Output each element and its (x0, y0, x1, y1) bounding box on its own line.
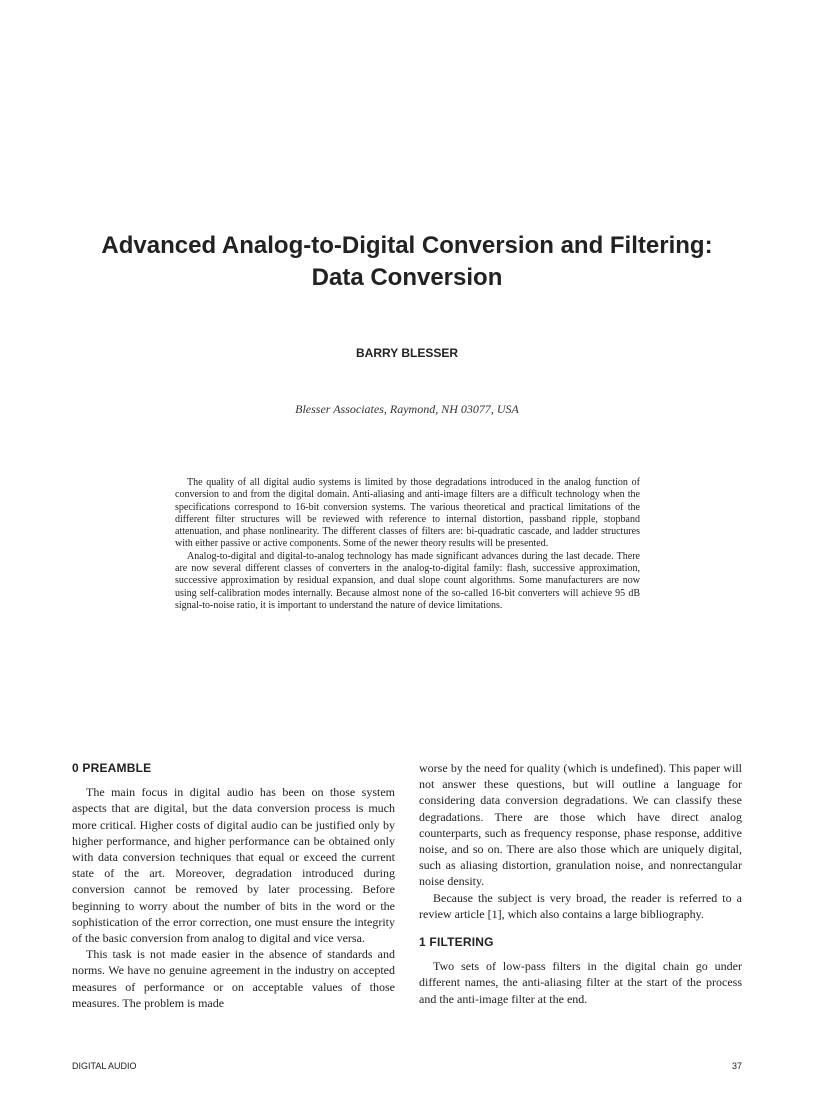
paper-title (40, 230, 774, 294)
body-paragraph: Because the subject is very broad, the reader is referred to a review article [1], which also contains a large bibliography. (419, 890, 742, 921)
abstract-paragraph-1: The quality of all digital audio systems is limited by those degradations introduced in the analog function of conversion to and from the digital domain. Anti-aliasing and anti-image filters are a difficult technology when the specifications correspond to 16-bit conversion systems. The various theoretical and practical limitations of the different filter structures will be reviewed with reference to internal distortion, passband ripple, stopband attenuation, and phase nonlinearity. The different classes of filters are: bi-quadratic cascade, and ladder structures with either passive or active components. Some of the newer theory results will be presented. (175, 477, 640, 550)
footer-journal-name: DIGITAL AUDIO (72, 1061, 137, 1071)
abstract (175, 477, 640, 612)
body-column-right (419, 760, 742, 1007)
section-heading-filtering: 1 FILTERING (419, 935, 494, 950)
body-paragraph: The main focus in digital audio has been on those system aspects that are digital, but the data conversion process is much more critical. Higher costs of digital audio can be justified only by higher performance, and higher performance can be obtained only with data conversion techniques that equal or exceed the current state of the art. Moreover, degradation introduced during conversion cannot be removed by later processing. Before beginning to worry about the number of bits in the word or the sophistication of the error correction, one must ensure the integrity of the basic conversion from analog to digital and vice versa. (72, 785, 395, 946)
body-column-left (72, 760, 395, 1011)
author-name: BARRY BLESSER (355, 346, 459, 360)
section-heading-preamble: 0 PREAMBLE (72, 761, 152, 775)
author-affiliation: Blesser Associates, Raymond, NH 03077, USA (295, 402, 519, 416)
body-paragraph-continued: worse by the need for quality (which is undefined). This paper will not answer these questions, but will outline a language for considering data conversion degradations. We can classify these degradations. There are those which have direct analog counterparts, such as frequency response, phase response, additive noise, and so on. There are also those which are uniquely digital, such as aliasing distortion, granulation noise, and nonrectangular noise density. (419, 761, 742, 889)
abstract-paragraph-2: Analog-to-digital and digital-to-analog technology has made significant advances during the last decade. There are now several different classes of converters in the analog-to-digital family: flash, successive approximation, successive approximation by residual expansion, and dual slope count algorithms. Some manufacturers are now using self-calibration modes internally. Because almost none of the so-called 16-bit converters will achieve 95 dB signal-to-noise ratio, it is important to understand the nature of device limitations. (175, 550, 640, 611)
title-line-1: Advanced Analog-to-Digital Conversion and Filtering: (101, 232, 713, 259)
footer-page-number: 37 (731, 1061, 742, 1071)
body-paragraph: Two sets of low-pass filters in the digital chain go under different names, the anti-aliasing filter at the start of the process and the anti-image filter at the end. (419, 959, 742, 1006)
title-line-2: Data Conversion (311, 264, 503, 291)
body-paragraph: This task is not made easier in the absence of standards and norms. We have no genuine agreement in the industry on accepted measures of performance or on acceptable values of those measures. The problem is made (72, 947, 395, 1010)
